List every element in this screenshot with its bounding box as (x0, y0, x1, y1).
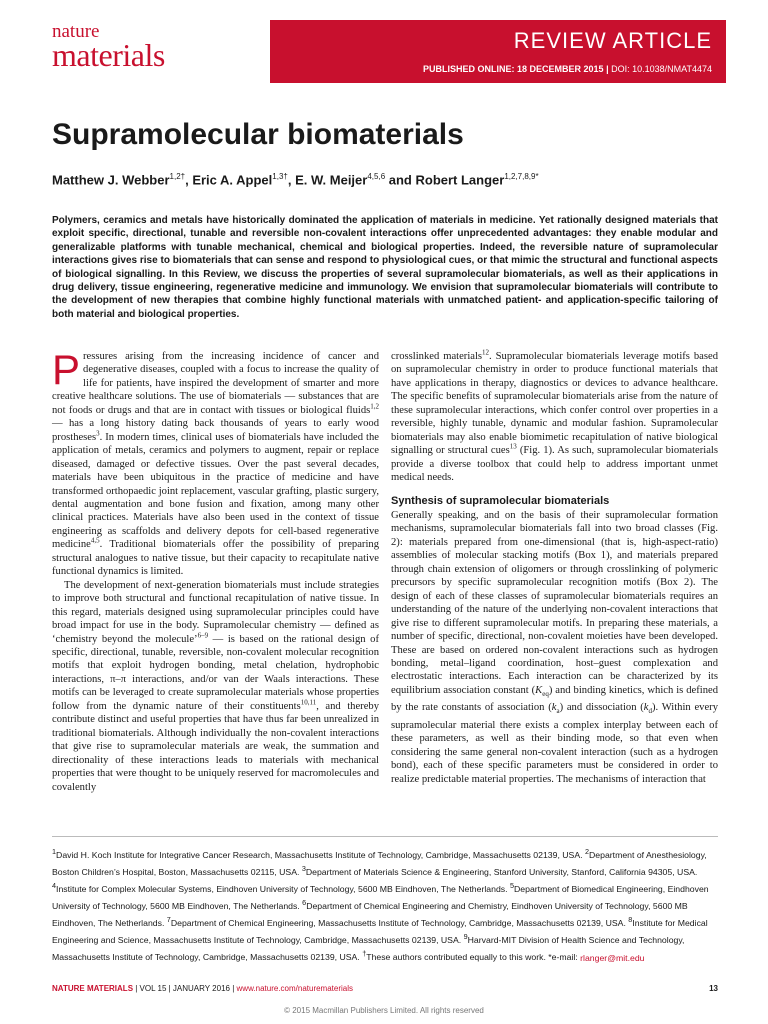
body-paragraph-1: Pressures arising from the increasing incidence of cancer and degenerative diseases, coupled with a focus to increase the quality of life for patients, have inspired the development of smarter and more creative healthcare solutions. The use of biomaterials — substances that are not foods or drugs and that are in contact with tissues or biological fluids$^{1,2}$ — has a long history dating back thousands of years to early wood prostheses$^3$. In modern times, clinical uses of biomaterials have included the application of metals, ceramics and polymers to augment, repair or replace diseased, damaged or defective tissues. Over the past several decades, materials have been ubiquitous in the practice of medicine and have transformed orthopaedic joint replacement, vascular grafting, plastic surgery, dental augmentation and bone fusion and fixation, among many other clinical practices. Materials have also been used in the context of tissue engineering as scaffolds and delivery depots for cell-based regenerative medicine$^{4,5}$. Traditional biomaterials offer the possibility of preparing structural analogues to native tissue, but their capacity to recapitulate native functional dynamics is limited. (52, 346, 379, 578)
author-name: E. W. Meijer (295, 172, 368, 188)
journal-logo (52, 22, 165, 71)
author-affiliation: 1,3† (272, 172, 288, 181)
footer-journal-name: NATURE MATERIALS (52, 984, 134, 993)
body-column-right (391, 350, 718, 786)
body-paragraph-3: crosslinked materials$^{12}$. Supramolecular biomaterials leverage motifs based on supramolecular chemistry in order to produce functional materials that have applications in therapy, diagnostics or devices to advance healthcare. The specific benefits of supramolecular biomaterials arise from the nature of these supramolecular interactions, which confer control over properties in a reversible, highly tunable, dynamic and modular fashion. Supramolecular biomaterials may also enable biomimetic recapitulation of native biological signalling or structural cues$^{13}$ (Fig. 1). As such, supramolecular biomaterials provide a diverse toolbox that could help to address important unmet medical needs. (391, 348, 719, 484)
author-name: Matthew J. Webber (52, 172, 170, 188)
publication-info: PUBLISHED ONLINE: 18 DECEMBER 2015 | DOI: 10.1038/NMAT4474 (270, 60, 726, 83)
page-number: 13 (709, 984, 718, 993)
author-name: Robert Langer (415, 172, 505, 188)
affiliations: $^1$David H. Koch Institute for Integrative Cancer Research, Massachusetts Institute of Technology, Cambridge, Massachusetts 02139, USA. $^2$Department of Anesthesiology, Boston Children’s Hospital, Boston, Massachusetts 02115, USA. $^3$Department of Materials Science & Engineering, Stanford University, Stanford, California 94305, USA. $^4$Institute for Complex Molecular Systems, Eindhoven University of Technology, 5600 MB Eindhoven, The Netherlands. $^5$Department of Biomedical Engineering, Eindhoven University of Technology, 5600 MB Eindhoven, The Netherlands. $^6$Department of Chemical Engineering and Chemistry, Eindhoven University of Technology, 5600 MB Eindhoven, The Netherlands. $^7$Department of Chemical Engineering, Massachusetts Institute of Technology, Cambridge, Massachusetts 02139, USA. $^8$Institute for Medical Engineering and Science, Massachusetts Institute of Technology, Cambridge, Massachusetts 02139, USA. $^9$Harvard-MIT Division of Health Science and Technology, Massachusetts Institute of Technology, Cambridge, Massachusetts 02139, USA. †These authors contributed equally to this work. *e-mail: rlanger@mit.edu (52, 847, 709, 963)
article-type-label: REVIEW ARTICLE (270, 20, 726, 60)
doi-text: DOI: 10.1038/NMAT4474 (611, 64, 712, 74)
page-footer (52, 984, 718, 993)
author-name: Eric A. Appel (192, 172, 273, 188)
footnote-divider (52, 836, 718, 837)
drop-cap: P (52, 346, 81, 393)
email-link[interactable]: rlanger@mit.edu (580, 952, 645, 963)
logo-materials-text: materials (52, 37, 165, 73)
abstract: Polymers, ceramics and metals have historically dominated the application of materials in medicine. Yet rationally designed materials that exploit specific, directional, tunable and reversible non-covalent interactions offer unprecedented advantages: they enable modular and generalizable platforms with tunable mechanical, chemical and biological properties. Indeed, the reversible nature of supramolecular interactions gives rise to biomaterials that can sense and respond to physiological cues, or that mimic the structural and functional aspects of biological signalling. In this Review, we discuss the properties of several supramolecular biomaterials, as well as their applications in drug delivery, tissue engineering, regenerative medicine and immunology. We envision that supramolecular biomaterials will contribute to the development of new therapies that combine highly functional materials with unmatched patient- and application-specific tailoring of both material and biological properties. (52, 215, 718, 320)
footer-issue: | VOL 15 | JANUARY 2016 | (133, 984, 237, 993)
body-paragraph-4: Generally speaking, and on the basis of their supramolecular formation mechanisms, supramolecular biomaterials fall into two broad classes (Fig. 2): materials prepared from one-dimensional (that is, high-aspect-ratio) assemblies of molecular stacking motifs (Box 1), and materials prepared through chain extension of oligomers or through crosslinking of polymeric precursors by specific supramolecular recognition motifs (Box 2). The design of each of these classes of supramolecular biomaterials requires an understanding of the nature of the underlying non-covalent interactions that give rise to different supramolecular motifs. In preparing these materials, a number of specific, directional, non-covalent moieties have been developed. These are based on ordered non-covalent interactions such as hydrogen bonding, metal–ligand coordination, host–guest complexation and electrostatic interactions. Each interaction can be characterized by its equilibrium association constant $(K_{eq})$ and binding kinetics, which is defined by the rate constants of association $(k_a)$ and dissociation $(k_d)$. Within every supramolecular material there exists a complex interplay between each of these parameters, as well as their binding mode, so that even when considering the same general non-covalent interaction (such as a hydrogen bond), each of these specific parameters must be considered in order to realize predictable material properties. The mechanisms of interaction that (391, 509, 718, 785)
copyright-notice: © 2015 Macmillan Publishers Limited. All rights reserved (284, 1006, 484, 1015)
author-affiliation: 4,5,6 (367, 172, 386, 181)
section-heading: Synthesis of supramolecular biomaterials (391, 494, 610, 507)
logo-nature-text: nature (52, 21, 100, 42)
body-column-left (52, 346, 379, 794)
published-date: PUBLISHED ONLINE: 18 DECEMBER 2015 (423, 64, 604, 74)
body-paragraph-2: The development of next-generation biomaterials must include strategies to improve both structural and functional recapitulation of native tissue. In this regard, materials designed using supramolecular principles could have broad impact for use in the body. Supramolecular chemistry — defined as ‘chemistry beyond the molecule’$^{6-9}$ — is based on the rational design of specific, directional, tunable, reversible, non-covalent molecular recognition motifs that exploit hydrogen bonding, metal chelation, hydrophobic interactions, π–π interactions, and/or van der Waals interactions. These motifs can be leveraged to create supramolecular materials whose properties follow from the dynamic nature of their constituents$^{10,11}$, and thereby contribute distinct and useful properties that have thus far been unrealized in traditional biomaterials. Although individually the non-covalent interactions that give rise to supramolecular materials are weak, the summation and directionality of these interactions leads to materials with mechanical properties that were thought to be uniquely reserved for macromolecules and covalently (52, 579, 379, 793)
author-affiliation: 1,2† (169, 172, 186, 181)
article-title: Supramolecular biomaterials (52, 118, 464, 151)
article-type-banner (270, 20, 726, 83)
footer-url-link[interactable]: www.nature.com/naturematerials (236, 984, 354, 993)
author-list: Matthew J. Webber$^{1,2\dagger}$, Eric A. Appel$^{1,3\dagger}$, E. W. Meijer$^{4,5,6}$ and Robert Langer$^{1,2,7,8,9*}$ (52, 172, 539, 188)
author-affiliation: 1,2,7,8,9* (504, 172, 539, 181)
